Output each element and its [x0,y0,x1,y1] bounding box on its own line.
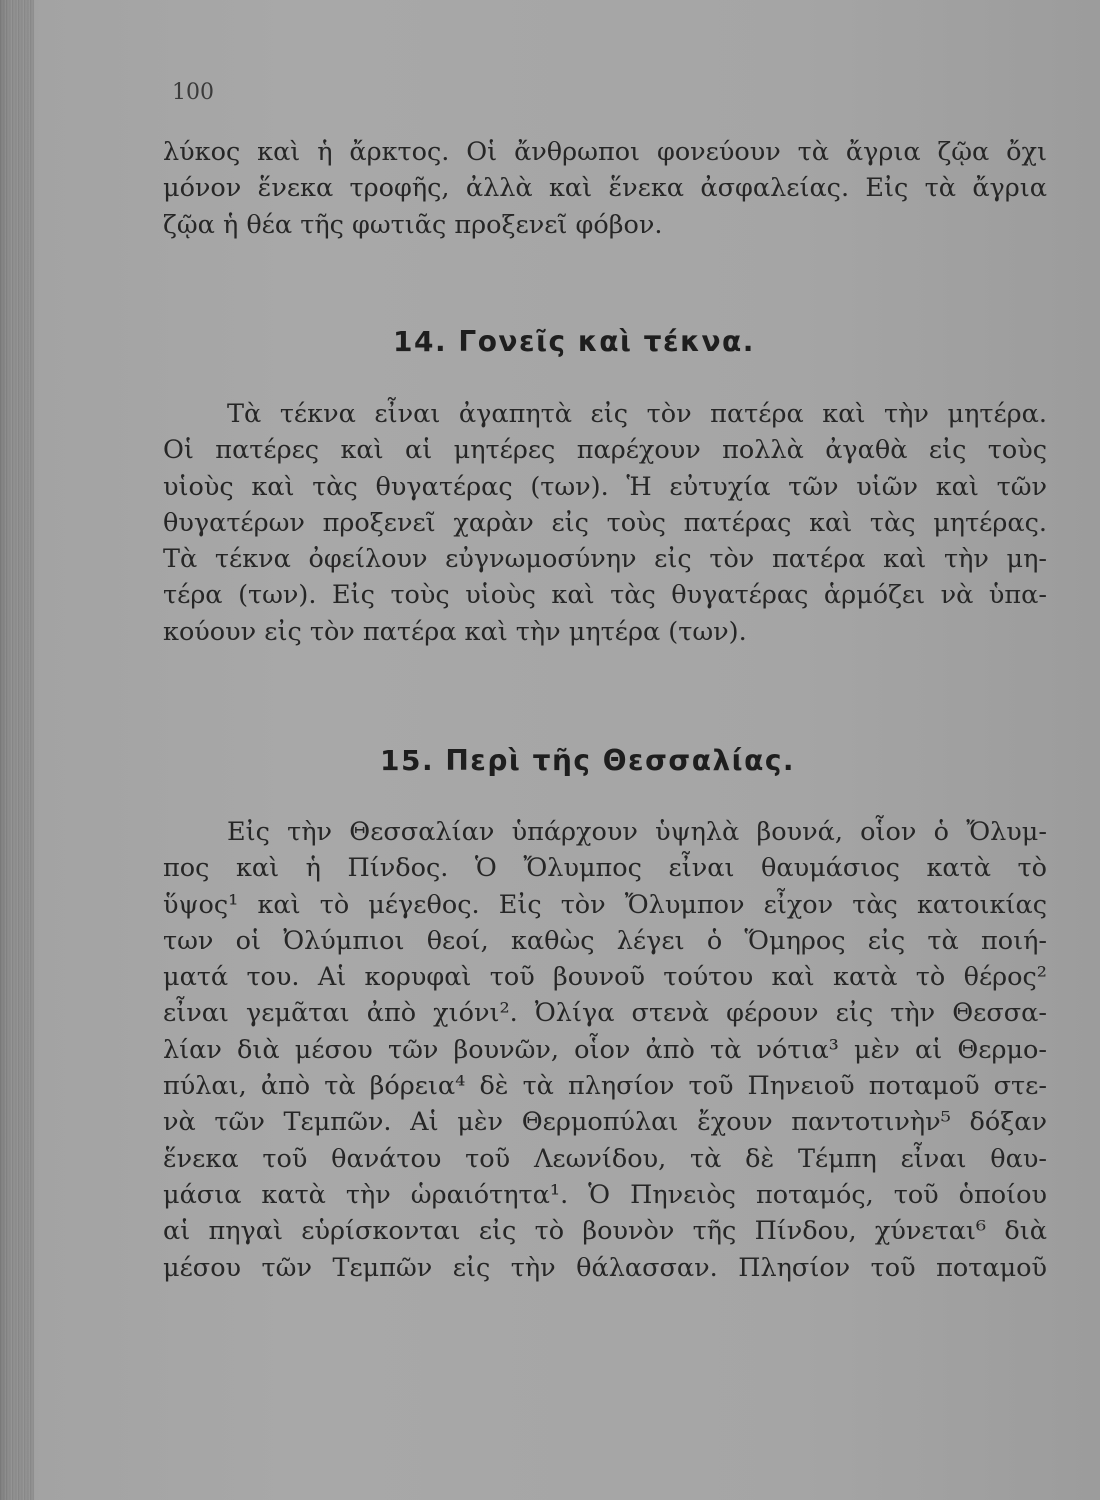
text-line: θυγατέρων προξενεῖ χαρὰν εἰς τοὺς πατέρας καὶ τὰς μητέρας. [163,507,1047,538]
text-line: Τὰ τέκνα ὀφείλουν εὐγνωμοσύνην εἰς τὸν πατέρα καὶ τὴν μη- [163,544,1047,575]
text-line: Τὰ τέκνα εἶναι ἀγαπητὰ εἰς τὸν πατέρα καὶ τὴν μητέρα. [227,399,1047,429]
page-number: 100 [172,80,214,105]
text-line: πος καὶ ἡ Πίνδος. Ὁ Ὄλυμπος εἶναι θαυμάσιος κατὰ τὸ [163,853,1047,884]
text-line: ματά του. Αἱ κορυφαὶ τοῦ βουνοῦ τούτου καὶ κατὰ τὸ θέρος² [163,962,1047,993]
section-15-heading: 15. Περὶ τῆς Θεσσαλίας. [380,744,796,777]
section-15-paragraph [163,814,1047,1286]
text-line: ζῷα ἡ θέα τῆς φωτιᾶς προξενεῖ φόβον. [163,209,663,240]
text-line: ὕψος¹ καὶ τὸ μέγεθος. Εἰς τὸν Ὄλυμπον εἶχον τὰς κατοικίας [163,889,1047,920]
text-line: Οἱ πατέρες καὶ αἱ μητέρες παρέχουν πολλὰ ἀγαθὰ εἰς τοὺς [163,435,1047,466]
page-edge-shadow [0,0,34,1500]
section-14-heading: 14. Γονεῖς καὶ τέκνα. [393,325,755,358]
text-line: νὰ τῶν Τεμπῶν. Αἱ μὲν Θερμοπύλαι ἔχουν παντοτινὴν⁵ δόξαν [163,1107,1047,1138]
text-line: τέρα (των). Εἰς τοὺς υἱοὺς καὶ τὰς θυγατέρας ἁρμόζει νὰ ὑπα- [163,580,1047,611]
text-line: αἱ πηγαὶ εὑρίσκονται εἰς τὸ βουνὸν τῆς Πίνδου, χύνεται⁶ διὰ [163,1216,1047,1247]
text-line: των οἱ Ὀλύμπιοι θεοί, καθὼς λέγει ὁ Ὅμηρος εἰς τὰ ποιή- [163,925,1047,956]
text-line: υἱοὺς καὶ τὰς θυγατέρας (των). Ἡ εὐτυχία τῶν υἱῶν καὶ τῶν [163,471,1047,502]
section-14-paragraph [163,396,1047,650]
text-line: ἕνεκα τοῦ θανάτου τοῦ Λεωνίδου, τὰ δὲ Τέμπη εἶναι θαυ- [163,1143,1047,1174]
text-line: πύλαι, ἀπὸ τὰ βόρεια⁴ δὲ τὰ πλησίον τοῦ Πηνειοῦ ποταμοῦ στε- [163,1071,1047,1102]
text-line: μέσου τῶν Τεμπῶν εἰς τὴν θάλασσαν. Πλησίον τοῦ ποταμοῦ [163,1252,1047,1283]
text-line: μόνον ἕνεκα τροφῆς, ἀλλὰ καὶ ἕνεκα ἀσφαλείας. Εἰς τὰ ἄγρια [163,173,1047,204]
text-line: εἶναι γεμᾶται ἀπὸ χιόνι². Ὀλίγα στενὰ φέρουν εἰς τὴν Θεσσα- [163,998,1047,1029]
text-line: λύκος καὶ ἡ ἄρκτος. Οἱ ἄνθρωποι φονεύουν τὰ ἄγρια ζῷα ὄχι [163,137,1047,167]
text-line: μάσια κατὰ τὴν ὡραιότητα¹. Ὁ Πηνειὸς ποταμός, τοῦ ὁποίου [163,1179,1047,1210]
text-line: κούουν εἰς τὸν πατέρα καὶ τὴν μητέρα (των). [163,616,747,647]
text-line: Εἰς τὴν Θεσσαλίαν ὑπάρχουν ὑψηλὰ βουνά, οἷον ὁ Ὄλυμ- [227,817,1047,847]
intro-paragraph [163,134,1047,243]
text-line: λίαν διὰ μέσου τῶν βουνῶν, οἷον ἀπὸ τὰ νότια³ μὲν αἱ Θερμο- [163,1034,1047,1065]
